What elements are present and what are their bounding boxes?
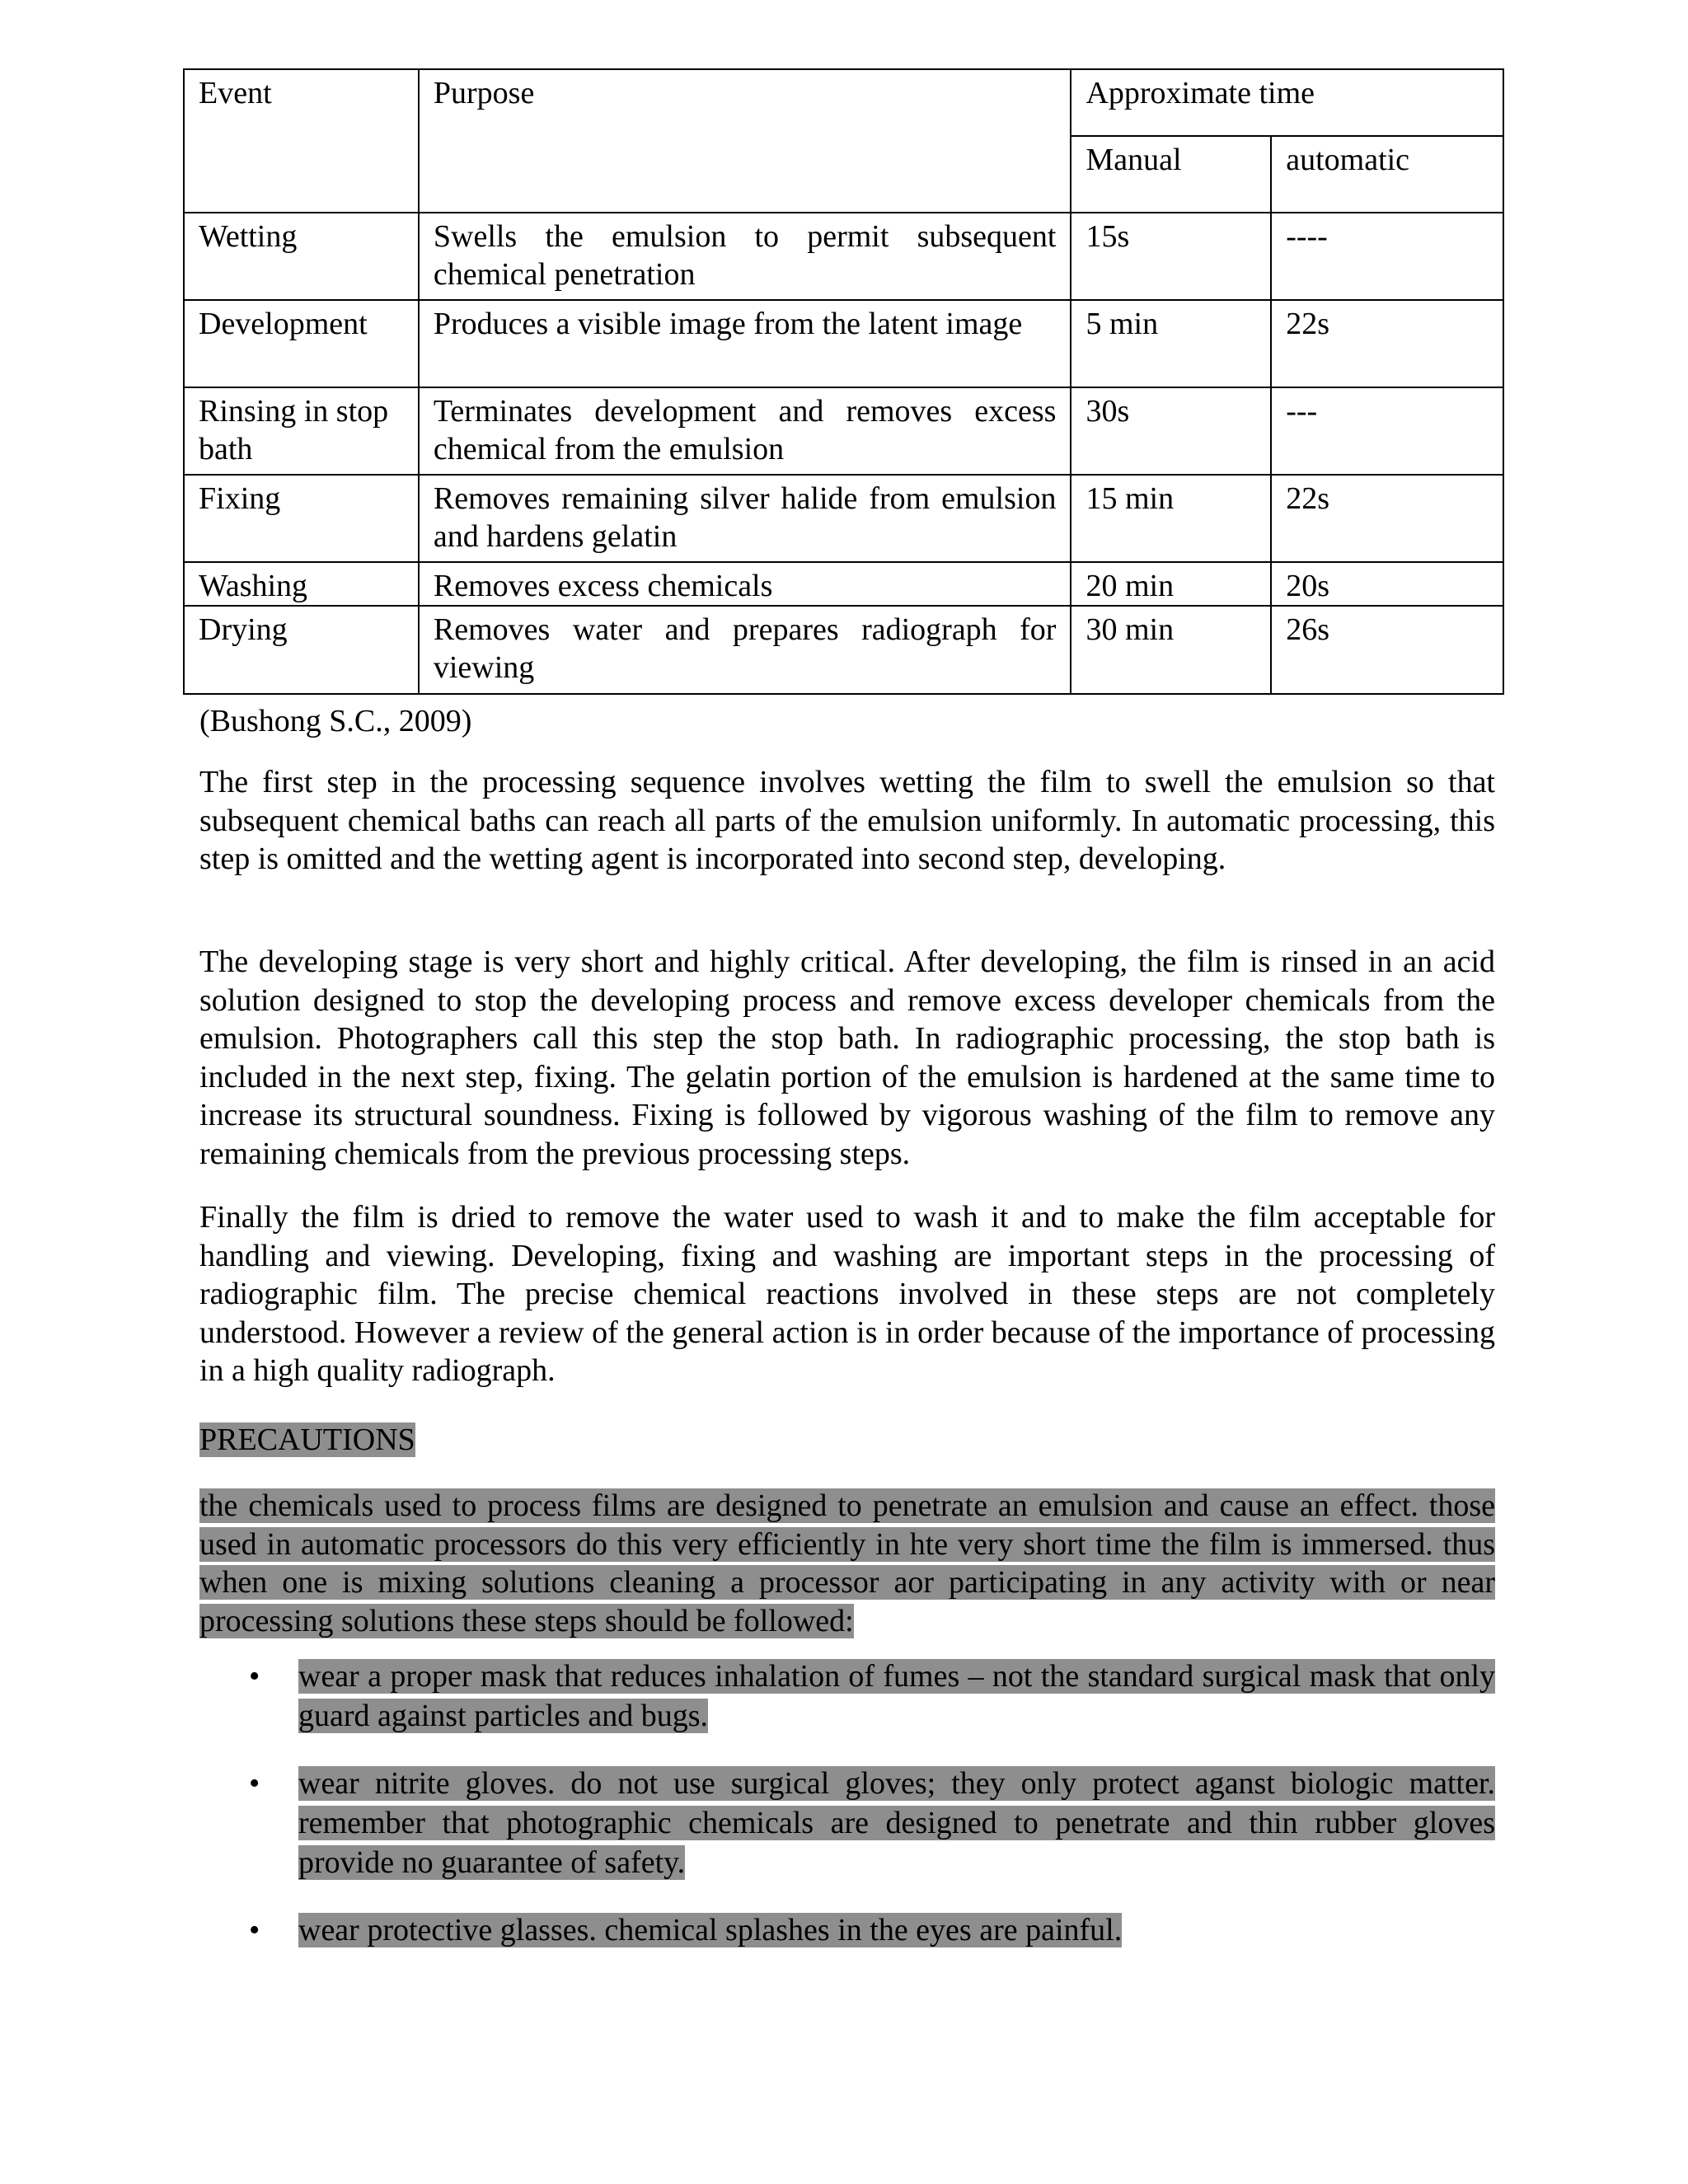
cell-manual: 15s (1071, 213, 1271, 300)
table-row (184, 300, 1503, 387)
table-row (184, 475, 1503, 562)
list-item (199, 1657, 1495, 1736)
list-item-text: wear nitrite gloves. do not use surgical gloves; they only protect aganst biologic matter. remember that photographic chemicals are designed to penetrate and thin rubber gloves provide no guarantee of safety. (298, 1766, 1495, 1880)
cell-manual: 30 min (1071, 606, 1271, 694)
cell-automatic: 20s (1271, 562, 1503, 606)
table-row (184, 213, 1503, 300)
cell-event: Development (184, 300, 419, 387)
list-item (199, 1764, 1495, 1882)
precautions-heading (199, 1421, 415, 1459)
cell-purpose: Swells the emulsion to permit subsequent chemical penetration (419, 213, 1071, 300)
cell-event: Wetting (184, 213, 419, 300)
precautions-intro (199, 1487, 1495, 1640)
header-manual: Manual (1071, 136, 1271, 213)
processing-table (183, 68, 1504, 695)
header-purpose: Purpose (419, 69, 1071, 213)
cell-manual: 30s (1071, 387, 1271, 475)
cell-event: Fixing (184, 475, 419, 562)
header-approx-time: Approximate time (1071, 69, 1503, 136)
table-citation: (Bushong S.C., 2009) (199, 704, 472, 738)
body-paragraph: Finally the film is dried to remove the water used to wash it and to make the film acceptable for handling and viewing. Developing, fixing and washing are important steps in the processing of radiographic film. The precise chemical reactions involved in these steps are not completely understood. However a review of the general action is in order because of the importance of processing in a high quality radiograph. (199, 1200, 1495, 1388)
precautions-heading-text: PRECAUTIONS (199, 1422, 415, 1457)
cell-manual: 15 min (1071, 475, 1271, 562)
precautions-intro-text: the chemicals used to process films are designed to penetrate an emulsion and cause an effect. those used in automatic processors do this very efficiently in hte very short time the film is immersed. thus when one is mixing solutions cleaning a processor aor participating in any activity with or near processing solutions these steps should be followed: (199, 1488, 1495, 1638)
cell-purpose: Produces a visible image from the latent image (419, 300, 1071, 387)
bullet-icon: • (249, 1766, 260, 1801)
cell-event: Drying (184, 606, 419, 694)
cell-event: Washing (184, 562, 419, 606)
cell-purpose: Removes excess chemicals (419, 562, 1071, 606)
cell-automatic: 22s (1271, 475, 1503, 562)
list-item (199, 1910, 1495, 1950)
cell-manual: 20 min (1071, 562, 1271, 606)
cell-automatic: --- (1271, 387, 1503, 475)
cell-purpose: Removes remaining silver halide from emulsion and hardens gelatin (419, 475, 1071, 562)
cell-purpose: Terminates development and removes excess chemical from the emulsion (419, 387, 1071, 475)
cell-automatic: ---- (1271, 213, 1503, 300)
cell-purpose: Removes water and prepares radiograph for viewing (419, 606, 1071, 694)
header-automatic: automatic (1271, 136, 1503, 213)
precautions-list (199, 1657, 1495, 1978)
table-header-row (184, 69, 1503, 136)
table-row (184, 606, 1503, 694)
cell-automatic: 26s (1271, 606, 1503, 694)
cell-automatic: 22s (1271, 300, 1503, 387)
list-item-text: wear a proper mask that reduces inhalation of fumes – not the standard surgical mask that only guard against particles and bugs. (298, 1659, 1495, 1733)
list-item-text: wear protective glasses. chemical splashes in the eyes are painful. (298, 1913, 1123, 1947)
table-row (184, 562, 1503, 606)
body-paragraph: The developing stage is very short and highly critical. After developing, the film is rinsed in an acid solution designed to stop the developing process and remove excess developer chemicals from the emulsion. Photographers call this step the stop bath. In radiographic processing, the stop bath is included in the next step, fixing. The gelatin portion of the emulsion is hardened at the same time to increase its structural soundness. Fixing is followed by vigorous washing of the film to remove any remaining chemicals from the previous processing steps. (199, 944, 1495, 1171)
cell-manual: 5 min (1071, 300, 1271, 387)
table-row (184, 387, 1503, 475)
cell-event: Rinsing in stop bath (184, 387, 419, 475)
header-event: Event (184, 69, 419, 213)
bullet-icon: • (249, 1659, 260, 1694)
body-paragraph: The first step in the processing sequence involves wetting the film to swell the emulsion so that subsequent chemical baths can reach all parts of the emulsion uniformly. In automatic processing, this step is omitted and the wetting agent is incorporated into second step, developing. (199, 765, 1495, 876)
bullet-icon: • (249, 1913, 260, 1947)
